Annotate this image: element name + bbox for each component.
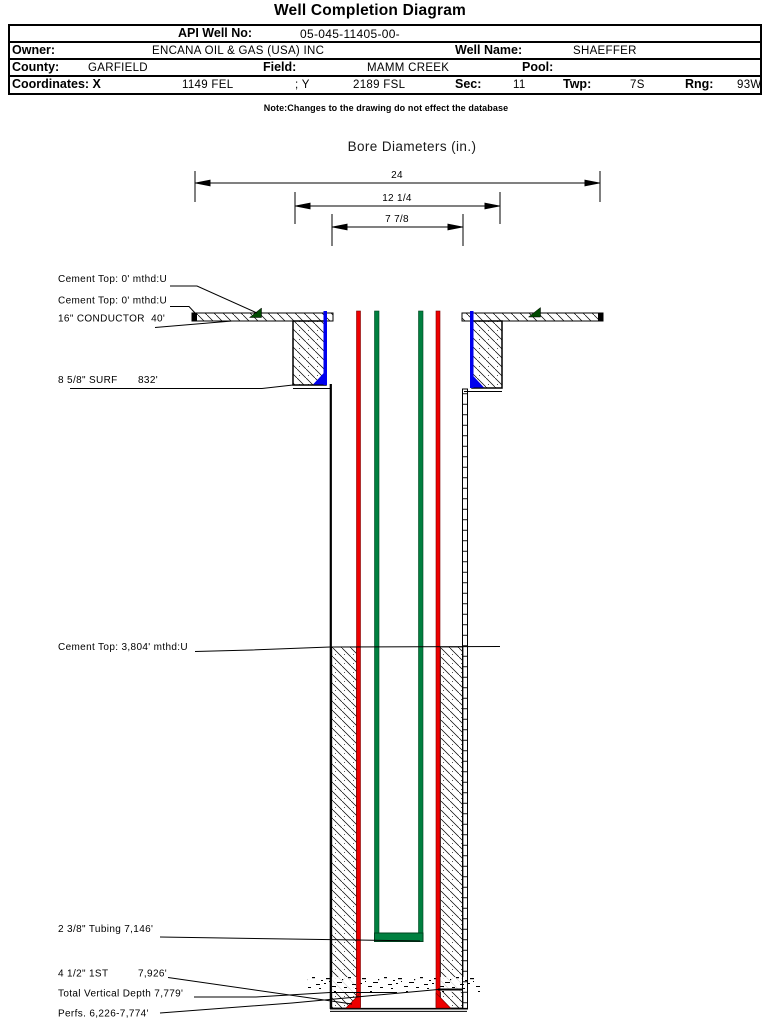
label-tubing: 2 3/8" Tubing 7,146': [58, 924, 154, 935]
coordinates-label: Coordinates: X: [12, 77, 101, 91]
coordinates-x-value: 1149 FEL: [182, 79, 234, 91]
well-name-value: SHAEFFER: [573, 45, 637, 57]
table-row-owner: [10, 41, 760, 58]
arrow-left-icon: [333, 224, 347, 230]
api-well-no-value: 05-045-11405-00-: [300, 27, 400, 41]
coordinates-y-label: ; Y: [295, 79, 310, 91]
field-label: Field:: [263, 60, 297, 74]
production-cement-right: [441, 647, 464, 1008]
field-value: MAMM CREEK: [367, 62, 450, 74]
surface-cement-right: [472, 321, 502, 388]
production-casing-line-right: [436, 311, 440, 1007]
page-title: Well Completion Diagram: [273, 2, 467, 19]
table-row-coordinates: [10, 75, 760, 93]
conductor-endcap-left: [192, 313, 197, 321]
twp-label: Twp:: [563, 77, 592, 91]
county-value: GARFIELD: [88, 62, 148, 74]
label-cement-top-production: Cement Top: 3,804' mthd:U: [58, 642, 188, 653]
coordinates-y-value: 2189 FSL: [353, 79, 406, 91]
label-perforations: Perfs. 6,226-7,774': [58, 1008, 149, 1020]
surface-cement-left: [293, 321, 326, 385]
owner-label: Owner:: [12, 43, 56, 57]
arrow-right-icon: [448, 224, 462, 230]
database-note: Note:Changes to the drawing do not effect the database: [263, 103, 509, 113]
table-row-api: [10, 26, 760, 41]
arrow-right-icon: [585, 180, 599, 186]
sec-label: Sec:: [455, 77, 482, 91]
cement-top-marker-right: [529, 308, 541, 318]
leader-cement-top-conductor: [170, 286, 257, 313]
tubing-line-right: [419, 311, 424, 937]
dim-label-7-7-8: 7 7/8: [385, 214, 409, 225]
conductor-strip-left: [192, 313, 333, 321]
dim-label-12-1-4: 12 1/4: [382, 193, 412, 204]
label-cement-top-conductor: Cement Top: 0' mthd:U: [58, 274, 168, 285]
twp-value: 7S: [630, 79, 645, 91]
arrow-right-icon: [485, 203, 499, 209]
label-surface-casing: 8 5/8" SURF: [58, 375, 118, 386]
county-label: County:: [12, 60, 60, 74]
sec-value: 11: [513, 79, 526, 91]
well-name-label: Well Name:: [455, 43, 523, 57]
arrow-left-icon: [296, 203, 310, 209]
label-production-casing-depth: 7,926': [138, 968, 168, 980]
label-cement-top-surface: Cement Top: 0' mthd:U: [58, 295, 168, 307]
bore-diameters-title: Bore Diameters (in.): [347, 139, 477, 154]
leader-conductor-casing: [155, 321, 232, 328]
rng-label: Rng:: [685, 77, 714, 91]
tubing-line-left: [375, 311, 380, 937]
arrow-left-icon: [196, 180, 210, 186]
production-cement-left: [332, 647, 357, 1008]
borehole-wall-right: [463, 389, 468, 1009]
dim-label-24: 24: [391, 170, 403, 181]
rng-value: 93W: [737, 79, 762, 91]
table-row-county: [10, 58, 760, 75]
label-conductor-casing: 16" CONDUCTOR 40': [58, 313, 166, 325]
well-info-table: [8, 24, 762, 95]
owner-value: ENCANA OIL & GAS (USA) INC: [152, 45, 325, 57]
label-total-vertical-depth: Total Vertical Depth 7,779': [58, 988, 184, 1000]
label-production-casing: 4 1/2" 1ST: [58, 968, 109, 980]
conductor-endcap-right: [598, 313, 603, 321]
label-surface-casing-depth: 832': [138, 375, 158, 386]
api-well-no-label: API Well No:: [178, 26, 253, 40]
pool-label: Pool:: [522, 60, 554, 74]
production-casing-line-left: [357, 311, 361, 1007]
